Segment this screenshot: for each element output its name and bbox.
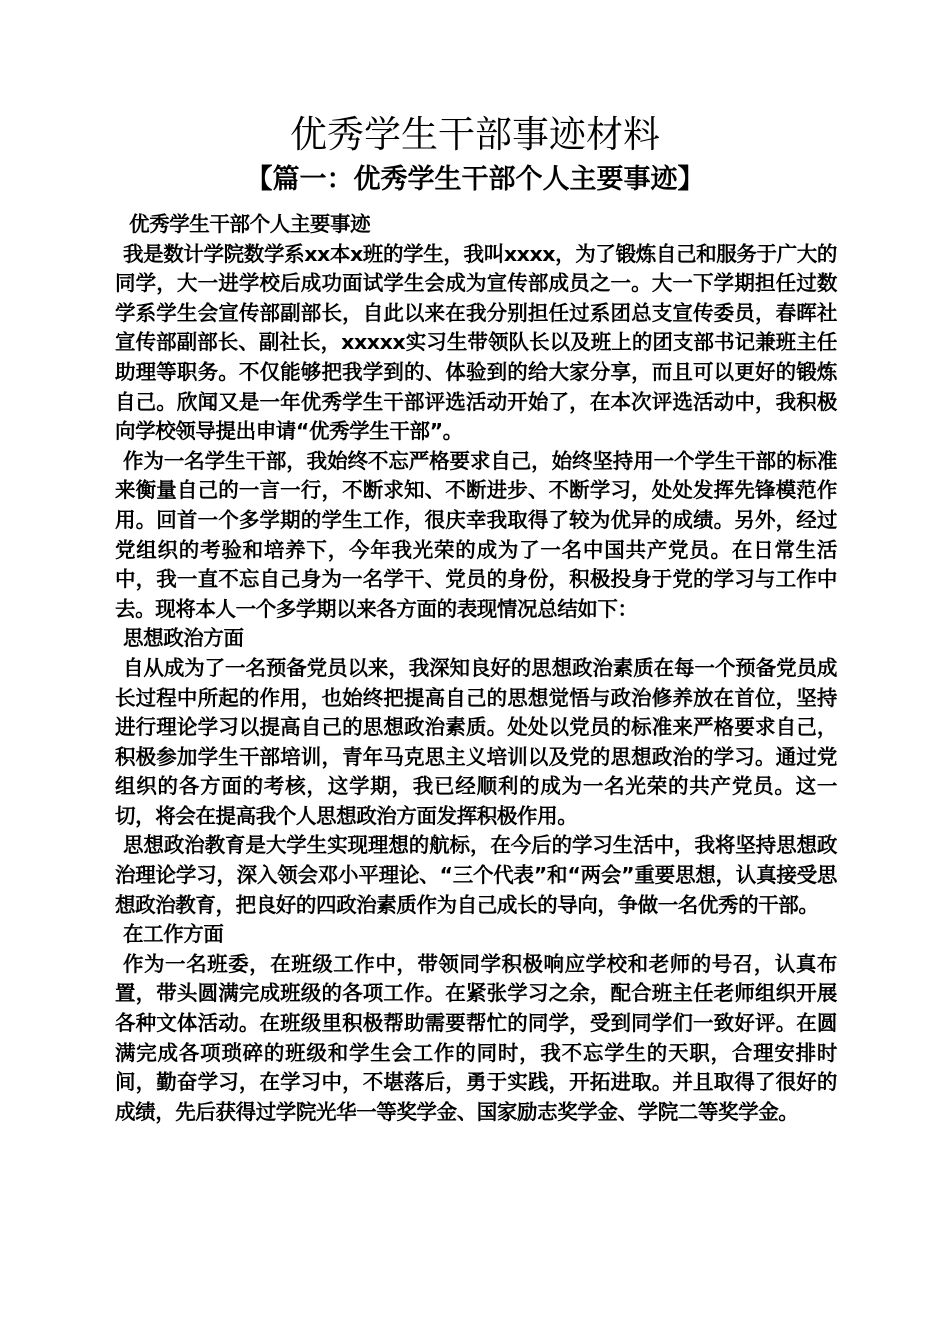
paragraph-cadre: 作为一名学生干部，我始终不忘严格要求自己，始终坚持用一个学生干部的标准来衡量自己的一言一行，不断求知、不断进步、不断学习，处处发挥先锋模范作用。回首一个多学期的学生工作，很庆幸我取得了较为优异的成绩。另外，经过党组织的考验和培养下，今年我光荣的成为了一名中国共产党员。在日常生活中，我一直不忘自己身为一名学干、党员的身份，积极投身于党的学习与工作中去。现将本人一个多学期以来各方面的表现情况总结如下： xyxy=(115,448,837,621)
paragraph-politics-1: 自从成为了一名预备党员以来，我深知良好的思想政治素质在每一个预备党员成长过程中所起的作用，也始终把提高自己的思想觉悟与政治修养放在首位，坚持进行理论学习以提高自己的思想政治素质。处处以党员的标准来严格要求自己，积极参加学生干部培训，青年马克思主义培训以及党的思想政治的学习。通过党组织的各方面的考核，这学期，我已经顺利的成为一名光荣的共产党员。这一切，将会在提高我个人思想政治方面发挥积极作用。 xyxy=(115,655,837,828)
sub-heading-work: 在工作方面 xyxy=(123,922,224,947)
document-body xyxy=(115,210,837,1127)
document-title: 优秀学生干部事迹材料 xyxy=(290,113,660,156)
section-heading: 优秀学生干部个人主要事迹 xyxy=(129,212,371,236)
paragraph-intro: 我是数计学院数学系xx本x班的学生，我叫xxxx，为了锻炼自己和服务于广大的同学，大一进学校后成功面试学生会成为宣传部成员之一。大一下学期担任过数学系学生会宣传部副部长，自此以来在我分别担任过系团总支宣传委员，春晖社宣传部副部长、副社长，xxxxx实习生带领队长以及班上的团支部书记兼班主任助理等职务。不仅能够把我学到的、体验到的给大家分享，而且可以更好的锻炼自己。欣闻又是一年优秀学生干部评选活动开始了，在本次评选活动中，我积极向学校领导提出申请“优秀学生干部”。 xyxy=(115,241,837,444)
sub-heading-politics: 思想政治方面 xyxy=(123,626,244,651)
paragraph-work-1: 作为一名班委，在班级工作中，带领同学积极响应学校和老师的号召，认真布置，带头圆满完成班级的各项工作。在紧张学习之余，配合班主任老师组织开展各种文体活动。在班级里积极帮助需要帮忙的同学，受到同学们一致好评。在圆满完成各项琐碎的班级和学生会工作的同时，我不忘学生的天职，合理安排时间，勤奋学习，在学习中，不堪落后，勇于实践，开拓进取。并且取得了很好的成绩，先后获得过学院光华一等奖学金、国家励志奖学金、学院二等奖学金。 xyxy=(115,951,837,1124)
document-subtitle: 【篇一：优秀学生干部个人主要事迹】 xyxy=(245,164,705,195)
paragraph-politics-2: 思想政治教育是大学生实现理想的航标，在今后的学习生活中，我将坚持思想政治理论学习，深入领会邓小平理论、“三个代表”和“两会”重要思想，认真接受思想政治教育，把良好的四政治素质作为自己成长的导向，争做一名优秀的干部。 xyxy=(115,833,837,917)
